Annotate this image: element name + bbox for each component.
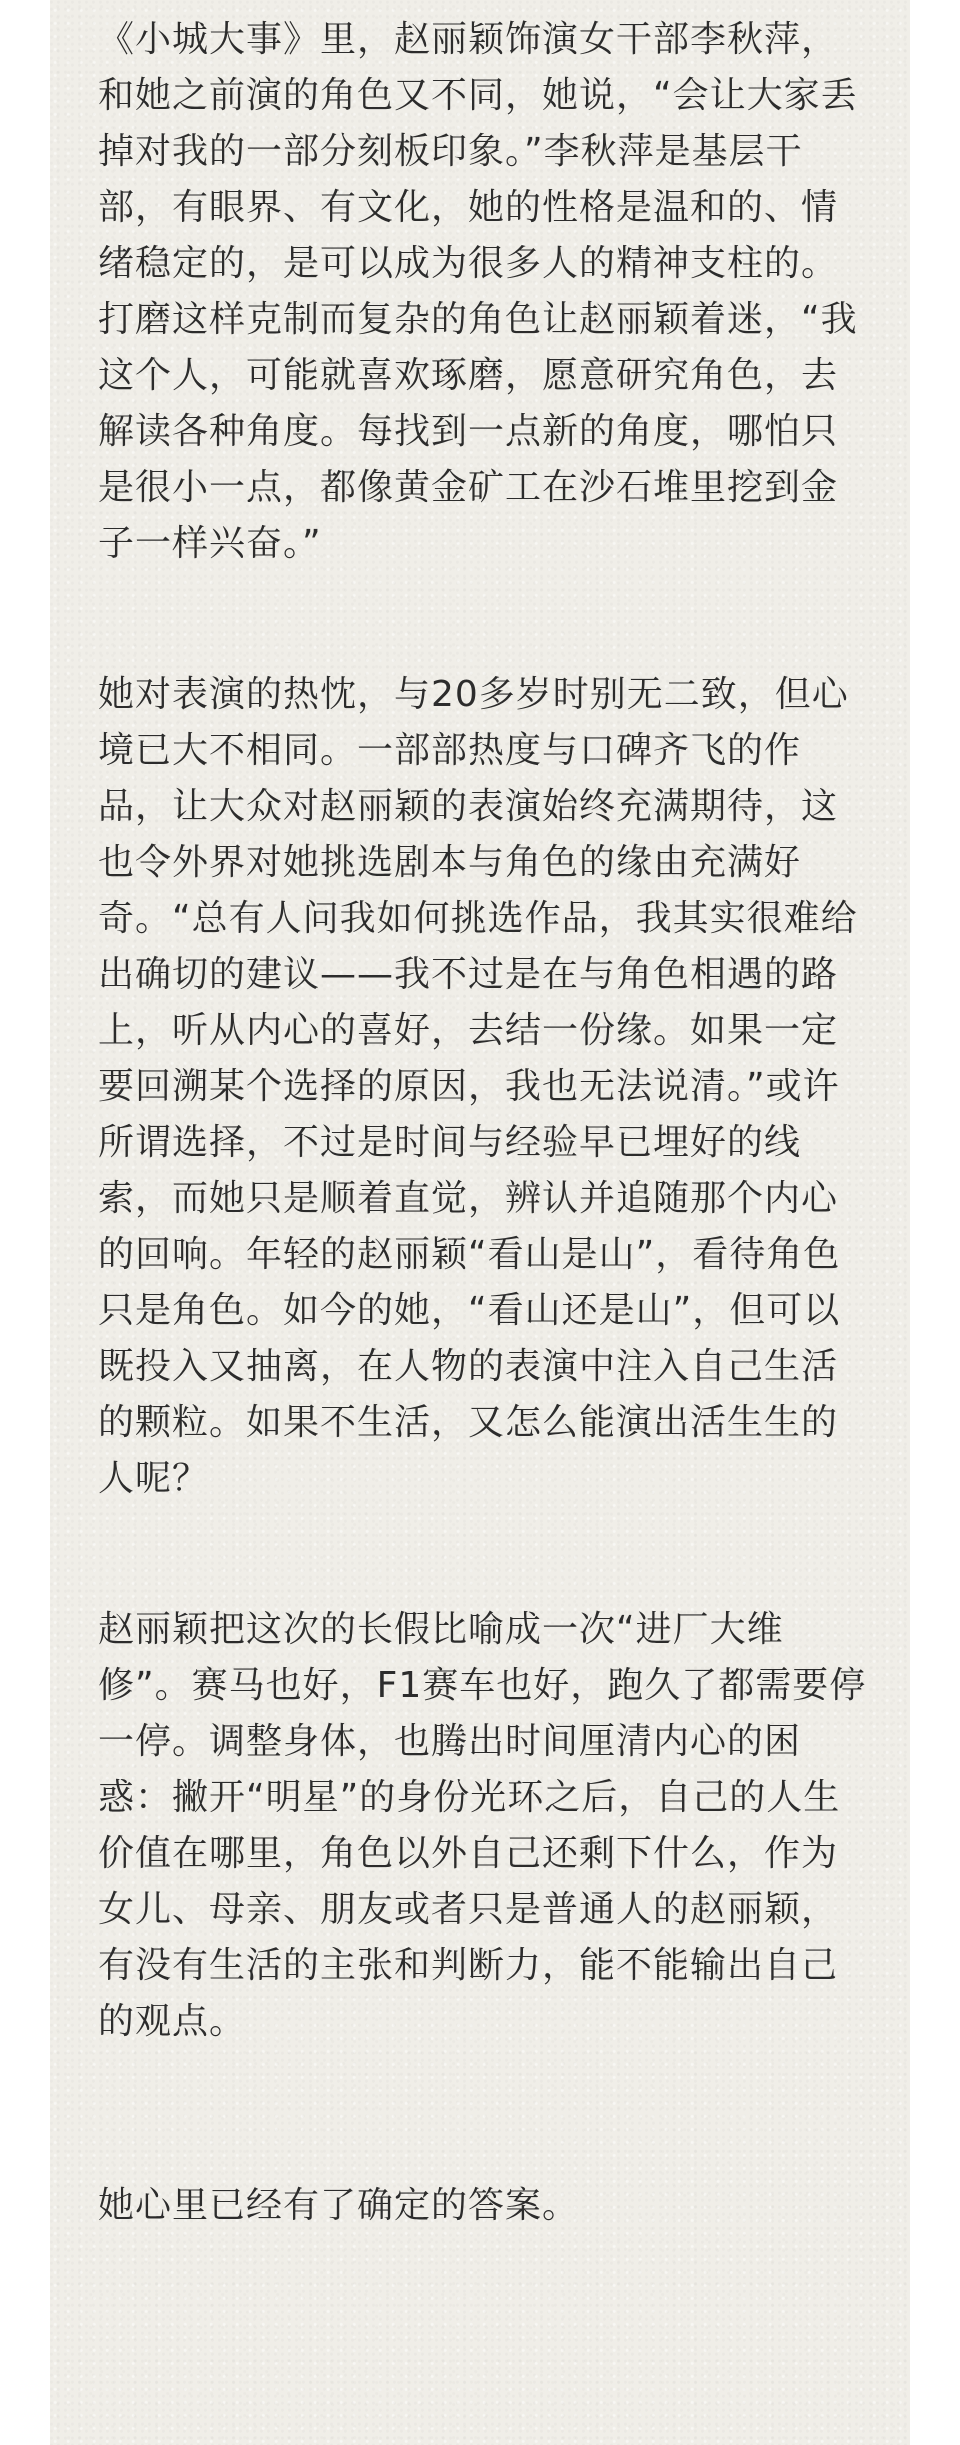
paragraph-gap: [98, 1507, 868, 1602]
article-paragraph-3: 赵丽颖把这次的长假比喻成一次“进厂大维修”。赛马也好，F1赛车也好，跑久了都需要停一停。调整身体，也腾出时间厘清内心的困惑：撇开“明星”的身份光环之后，自己的人生价值在哪里，角色以外自己还剩下什么，作为女儿、母亲、朋友或者只是普通人的赵丽颖，有没有生活的主张和判断力，能不能输出自己的观点。: [98, 1609, 867, 2042]
article-paragraph-4: 她心里已经有了确定的答案。: [98, 2185, 580, 2226]
paragraph-gap: [98, 572, 868, 667]
article-text: [98, 12, 868, 2234]
paragraph-gap: [98, 2050, 868, 2178]
article-paragraph-2: 她对表演的热忱，与20多岁时别无二致，但心境已大不相同。一部部热度与口碑齐飞的作品，让大众对赵丽颖的表演始终充满期待，这也令外界对她挑选剧本与角色的缘由充满好奇。“总有人问我如何挑选作品，我其实很难给出确切的建议——我不过是在与角色相遇的路上，听从内心的喜好，去结一份缘。如果一定要回溯某个选择的原因，我也无法说清。”或许所谓选择，不过是时间与经验早已埋好的线索，而她只是顺着直觉，辨认并追随那个内心的回响。年轻的赵丽颖“看山是山”，看待角色只是角色。如今的她，“看山还是山”，但可以既投入又抽离，在人物的表演中注入自己生活的颗粒。如果不生活，又怎么能演出活生生的人呢？: [98, 674, 858, 1499]
article-paragraph-1: 《小城大事》里，赵丽颖饰演女干部李秋萍，和她之前演的角色又不同，她说，“会让大家丢掉对我的一部分刻板印象。”李秋萍是基层干部，有眼界、有文化，她的性格是温和的、情绪稳定的，是可以成为很多人的精神支柱的。打磨这样克制而复杂的角色让赵丽颖着迷，“我这个人，可能就喜欢琢磨，愿意研究角色，去解读各种角度。每找到一点新的角度，哪怕只是很小一点，都像黄金矿工在沙石堆里挖到金子一样兴奋。”: [98, 19, 858, 564]
